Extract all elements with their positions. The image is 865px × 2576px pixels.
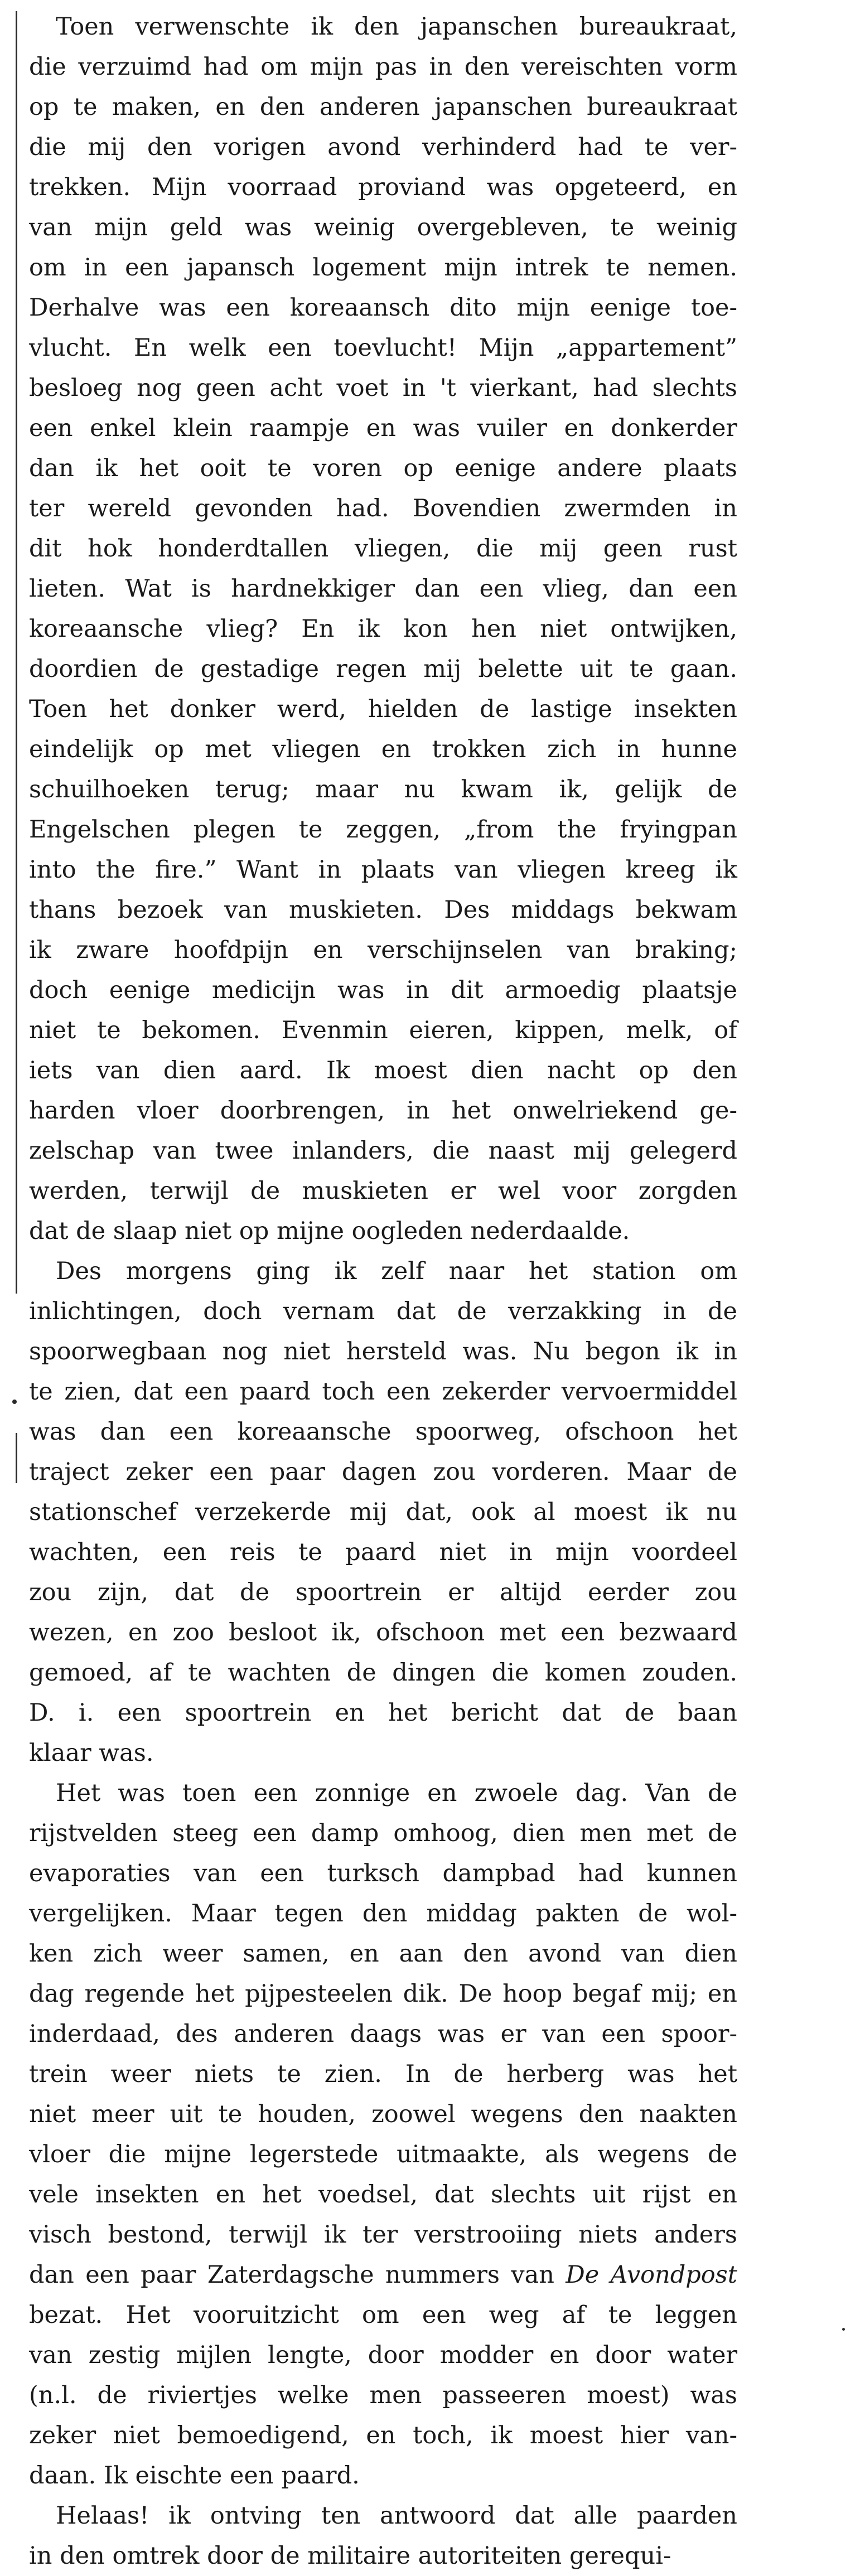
text-line: spoorwegbaan nog niet hersteld was. Nu begon ik in [29, 1338, 737, 1366]
text-line: niet meer uit te houden, zoowel wegens den naakten [29, 2100, 737, 2128]
margin-rule [16, 11, 17, 1294]
text-line: besloeg nog geen acht voet in 't vierkant, had slechts [29, 374, 737, 402]
text-line: traject zeker een paar dagen zou vorderen. Maar de [29, 1458, 737, 1486]
text-line: Engelschen plegen te zeggen, „from the fryingpan [29, 816, 737, 844]
text-line: klaar was. [29, 1739, 154, 1767]
text-line: Toen het donker werd, hielden de lastige insekten [29, 695, 737, 723]
text-line: eindelijk op met vliegen en trokken zich in hunne [29, 735, 737, 763]
text-line: vergelijken. Maar tegen den middag pakten de wol- [29, 1900, 737, 1928]
text-line: ter wereld gevonden had. Bovendien zwermden in [29, 495, 737, 522]
text-line: Derhalve was een koreaansch dito mijn eenige toe- [29, 294, 737, 322]
text-line: was dan een koreaansche spoorweg, ofschoon het [29, 1418, 737, 1446]
text-line: Het was toen een zonnige en zwoele dag. Van de [56, 1779, 737, 1807]
text-line: Toen verwenschte ik den japanschen bureaukraat, [56, 13, 737, 41]
text-line: gemoed, af te wachten de dingen die komen zouden. [29, 1659, 737, 1687]
text-line: dan ik het ooit te voren op eenige andere plaats [29, 454, 737, 482]
text-line: niet te bekomen. Evenmin eieren, kippen, melk, of [29, 1016, 737, 1044]
text-line: een enkel klein raampje en was vuiler en donkerder [29, 414, 737, 442]
text-line: dag regende het pijpesteelen dik. De hoop begaf mij; en [29, 1980, 737, 2008]
text-line: dit hok honderdtallen vliegen, die mij geen rust [29, 535, 737, 563]
text-line: om in een japansch logement mijn intrek te nemen. [29, 254, 737, 282]
text-line: daan. Ik eischte een paard. [29, 2462, 360, 2490]
text-line: die verzuimd had om mijn pas in den vereischten vorm [29, 53, 737, 81]
text-line: D. i. een spoortrein en het bericht dat de baan [29, 1699, 737, 1727]
text-line: trekken. Mijn voorraad proviand was opgeteerd, en [29, 173, 737, 201]
text-line: vele insekten en het voedsel, dat slechts uit rijst en [29, 2181, 737, 2209]
text-line: zou zijn, dat de spoortrein er altijd eerder zou [29, 1578, 737, 1606]
text-line: iets van dien aard. Ik moest dien nacht op den [29, 1057, 737, 1084]
margin-rule-lower [16, 1433, 17, 1483]
text-line: op te maken, en den anderen japanschen bureaukraat [29, 93, 737, 121]
text-line: wachten, een reis te paard niet in mijn voordeel [29, 1538, 737, 1566]
text-line: Helaas! ik ontving ten antwoord dat alle paarden [56, 2502, 737, 2530]
text-line: ken zich weer samen, en aan den avond van dien [29, 1940, 737, 1968]
text-line: dat de slaap niet op mijne oogleden nederdaalde. [29, 1217, 630, 1245]
text-line: into the fire.” Want in plaats van vliegen kreeg ik [29, 856, 737, 884]
text-line: in den omtrek door de militaire autoriteiten gerequi- [29, 2542, 671, 2570]
text-line: visch bestond, terwijl ik ter verstrooiing niets anders [29, 2221, 737, 2249]
text-line: werden, terwijl de muskieten er wel voor zorgden [29, 1177, 737, 1205]
text-line: koreaansche vlieg? En ik kon hen niet ontwijken, [29, 615, 737, 643]
text-line: zeker niet bemoedigend, en toch, ik moest hier van- [29, 2422, 737, 2449]
text-line: Des morgens ging ik zelf naar het station om [56, 1257, 737, 1285]
text-line: evaporaties van een turksch dampbad had kunnen [29, 1860, 737, 1887]
text-line: schuilhoeken terug; maar nu kwam ik, gelijk de [29, 776, 737, 803]
periodical-title: De Avondpost [566, 2261, 737, 2289]
text-line: te zien, dat een paard toch een zekerder vervoermiddel [29, 1378, 737, 1406]
text-line: dan een paar Zaterdagsche nummers van De Avondpost [29, 2261, 737, 2289]
text-line: die mij den vorigen avond verhinderd had te ver- [29, 133, 737, 161]
margin-speck [842, 2328, 845, 2331]
text-line: van zestig mijlen lengte, door modder en door water [29, 2341, 737, 2369]
text-line: doch eenige medicijn was in dit armoedig plaatsje [29, 976, 737, 1004]
text-line: rijstvelden steeg een damp omhoog, dien men met de [29, 1819, 737, 1847]
text-line: zelschap van twee inlanders, die naast mij gelegerd [29, 1137, 737, 1165]
text-line: vloer die mijne legerstede uitmaakte, als wegens de [29, 2141, 737, 2168]
margin-mark [12, 1400, 17, 1404]
text-line: wezen, en zoo besloot ik, ofschoon met een bezwaard [29, 1619, 737, 1647]
text-line: trein weer niets te zien. In de herberg was het [29, 2060, 737, 2088]
text-line: bezat. Het vooruitzicht om een weg af te leggen [29, 2301, 737, 2329]
text-line: harden vloer doorbrengen, in het onwelriekend ge- [29, 1097, 737, 1125]
text-line: doordien de gestadige regen mij belette uit te gaan. [29, 655, 737, 683]
text-line: stationschef verzekerde mij dat, ook al moest ik nu [29, 1498, 737, 1526]
text-line: inlichtingen, doch vernam dat de verzakking in de [29, 1297, 737, 1325]
text-line: inderdaad, des anderen daags was er van een spoor- [29, 2020, 737, 2048]
text-line: van mijn geld was weinig overgebleven, te weinig [29, 214, 737, 241]
text-line: thans bezoek van muskieten. Des middags bekwam [29, 896, 737, 924]
text-line: vlucht. En welk een toevlucht! Mijn „appartement” [29, 334, 737, 362]
text-line: (n.l. de riviertjes welke men passeeren moest) was [29, 2381, 737, 2409]
text-line: ik zware hoofdpijn en verschijnselen van braking; [29, 936, 737, 964]
text-line: lieten. Wat is hardnekkiger dan een vlieg, dan een [29, 575, 737, 603]
